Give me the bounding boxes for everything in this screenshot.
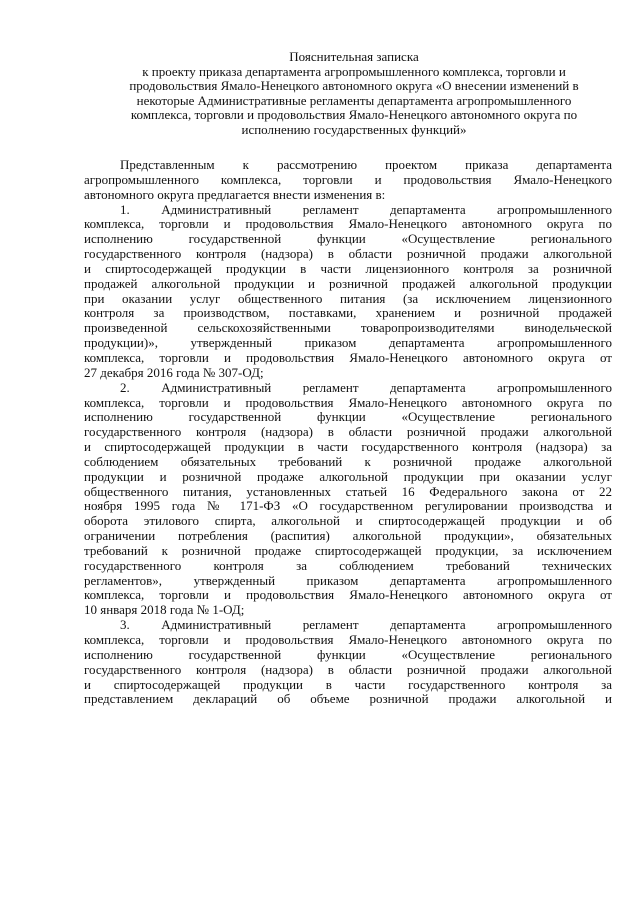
body-line: комплекса, торговли и продовольствия Ямало-Ненецкого автономного округа от bbox=[84, 350, 612, 365]
body-line: произведенной сельскохозяйственными товаропроизводителями винодельческой bbox=[84, 321, 612, 336]
body-line: комплекса, торговли и продовольствия Ямало-Ненецкого автономного округа от bbox=[84, 588, 612, 603]
body-line: комплекса, торговли и продовольствия Ямало-Ненецкого автономного округа по bbox=[84, 395, 612, 410]
body-line: требований к розничной продаже спиртосодержащей продукции, за исключением bbox=[84, 543, 612, 558]
body-line: продажей алкогольной продукции и розничной продажей алкогольной продукции bbox=[84, 276, 612, 291]
title-line: продовольствия Ямало-Ненецкого автономного округа «О внесении изменений в bbox=[129, 78, 579, 93]
body-line: контроля за производством, поставками, хранением и розничной продажей bbox=[84, 306, 612, 321]
body-line: продукции и розничной продаже алкогольной продукции при оказании услуг bbox=[84, 469, 612, 484]
body-line: государственного контроля (надзора) в области розничной продажи алкогольной bbox=[84, 425, 612, 440]
body-line: представлением деклараций об объеме розничной продажи алкогольной и bbox=[84, 692, 612, 707]
body-line: оборота этилового спирта, алкогольной и спиртосодержащей продукции и об bbox=[84, 514, 612, 529]
body-line: 1. Административный регламент департамента агропромышленного bbox=[120, 202, 612, 217]
body-line: комплекса, торговли и продовольствия Ямало-Ненецкого автономного округа по bbox=[84, 217, 612, 232]
body-line: 10 января 2018 года № 1-ОД; bbox=[84, 603, 245, 618]
body-line: комплекса, торговли и продовольствия Ямало-Ненецкого автономного округа по bbox=[84, 633, 612, 647]
body-line: и спиртосодержащей продукции в части государственного контроля за bbox=[84, 677, 612, 692]
title-line: комплекса, торговли и продовольствия Ямало-Ненецкого автономного округа по bbox=[130, 107, 578, 122]
document-body bbox=[84, 158, 612, 707]
title-line: исполнению государственных функций» bbox=[241, 121, 467, 137]
body-line: государственного контроля (надзора) в области розничной продажи алкогольной bbox=[84, 662, 612, 677]
body-line: Представленным к рассмотрению проектом приказа департамента bbox=[120, 158, 612, 172]
body-line: общественного питания, установленных статьей 16 Федерального закона от 22 bbox=[84, 484, 612, 499]
body-line: исполнению государственной функции «Осуществление регионального bbox=[84, 410, 612, 425]
body-line: автономного округа предлагается внести изменения в: bbox=[84, 187, 386, 202]
body-line: исполнению государственной функции «Осуществление регионального bbox=[84, 232, 612, 247]
body-line: государственного контроля (надзора) в области розничной продажи алкогольной bbox=[84, 247, 612, 262]
body-line: ноября 1995 года № 171-ФЗ «О государственном регулировании производства и bbox=[84, 499, 612, 514]
body-line: и спиртосодержащей продукции в части лицензионного контроля за розничной bbox=[84, 261, 612, 276]
body-line: 3. Административный регламент департамента агропромышленного bbox=[120, 618, 612, 633]
body-line: 2. Административный регламент департамента агропромышленного bbox=[120, 380, 612, 395]
body-line: ограничении потребления (распития) алкогольной продукции», обязательных bbox=[84, 529, 612, 544]
body-line: 27 декабря 2016 года № 307-ОД; bbox=[84, 365, 264, 380]
title-line: к проекту приказа департамента агропромышленного комплекса, торговли и bbox=[142, 63, 566, 79]
body-line: при оказании услуг общественного питания (за исключением лицензионного bbox=[84, 291, 612, 306]
body-line: регламентов», утвержденный приказом департамента агропромышленного bbox=[84, 573, 612, 588]
title-line: некоторые Административные регламенты департамента агропромышленного bbox=[136, 92, 572, 108]
body-line: и спиртосодержащей продукции в части государственного контроля (надзора) за bbox=[84, 440, 612, 455]
body-line: продукции)», утвержденный приказом департамента агропромышленного bbox=[84, 336, 612, 351]
body-line: агропромышленного комплекса, торговли и продовольствия Ямало-Ненецкого bbox=[84, 172, 612, 187]
body-line: соблюдением обязательных требований к розничной продаже алкогольной bbox=[84, 454, 612, 469]
body-line: государственного контроля за соблюдением требований технических bbox=[84, 558, 612, 573]
document-title bbox=[84, 50, 624, 137]
title-line: Пояснительная записка bbox=[289, 49, 419, 64]
body-line: исполнению государственной функции «Осуществление регионального bbox=[84, 647, 612, 662]
